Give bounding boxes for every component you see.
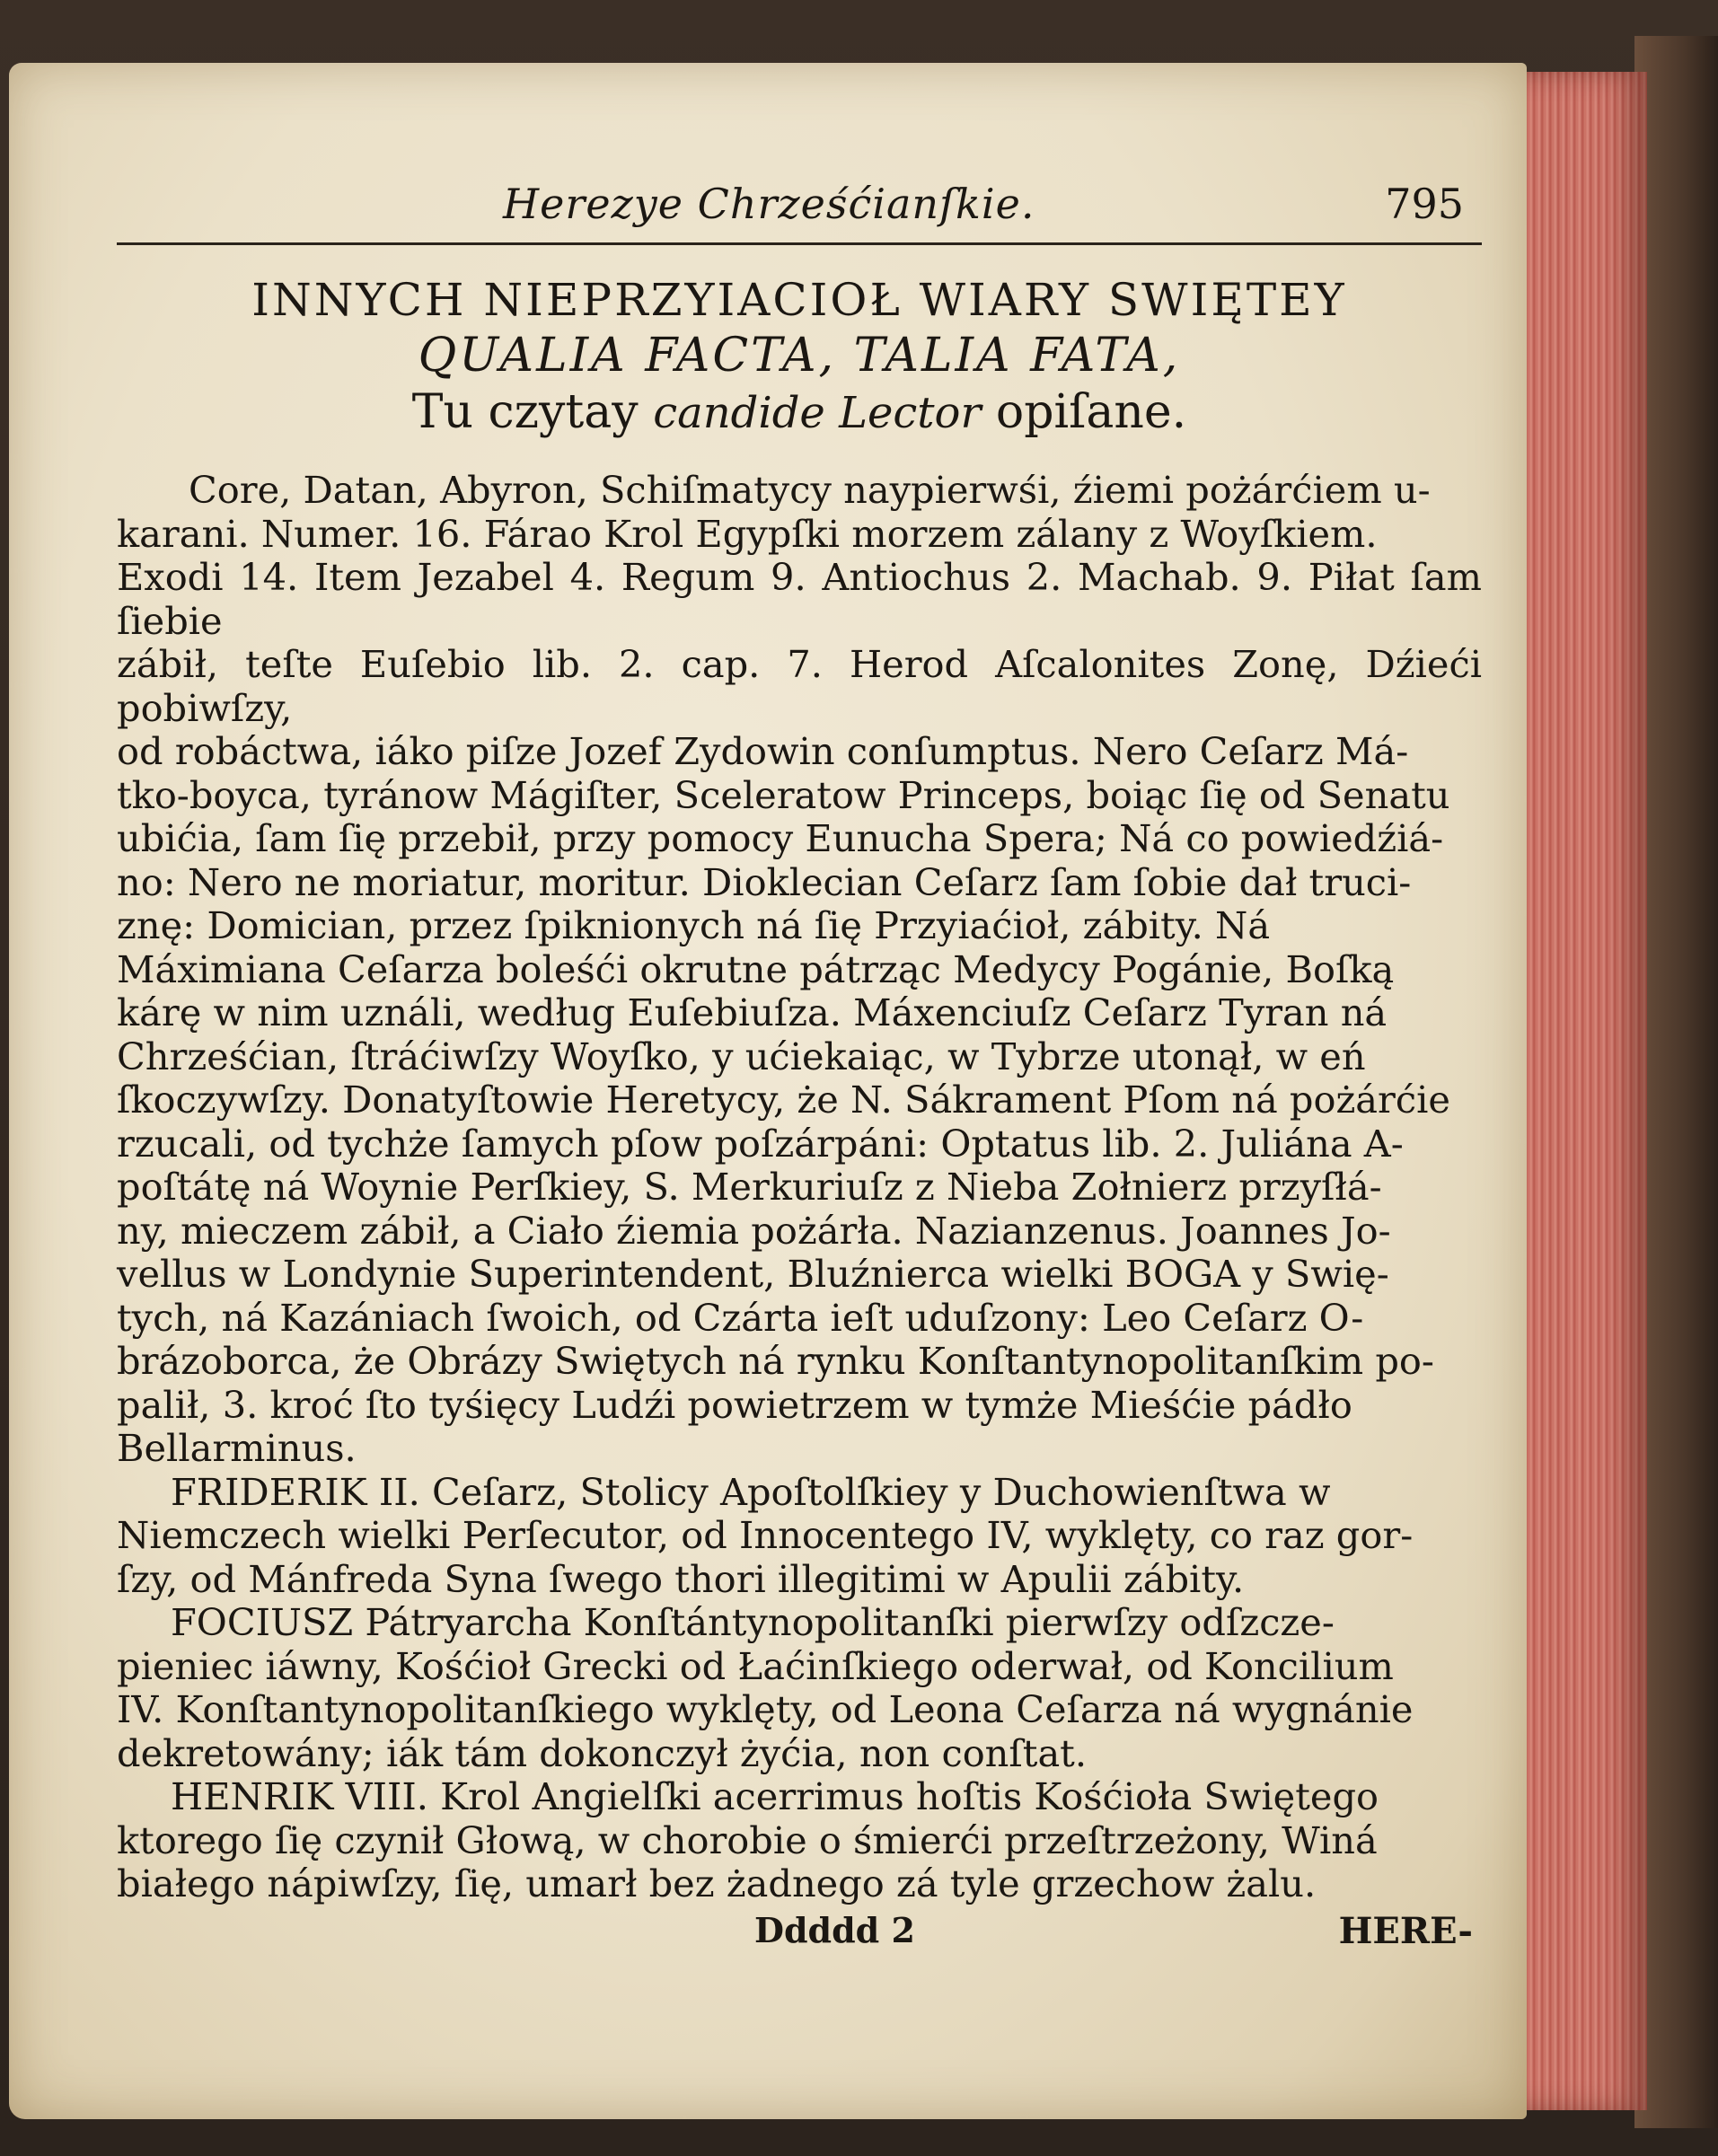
running-head <box>117 180 1482 245</box>
running-title: Herezye Chrześćianſkie. <box>503 180 1035 228</box>
heading-line-3 <box>117 383 1482 442</box>
page-footer <box>117 1910 1482 1955</box>
heading-line-2: QUALIA FACTA, TALIA FATA, <box>418 329 1181 383</box>
heading-line-3-c: opiſane. <box>981 385 1187 439</box>
catchword: HERE- <box>1338 1909 1473 1952</box>
paragraph: FRIDERIK II. Ceſarz, Stolicy Apoſtolſkiey y Duchowienſtwa w Niemczech wielki Perſecutor, od Innocentego IV, wyklęty, co raz gor- ſzy, od Mánfreda Syna ſwego thori illegitimi w Apulii zábity. <box>117 1469 1414 1601</box>
heading-line-3-italic: candide Lector <box>653 388 982 438</box>
page-edges <box>1509 72 1647 2110</box>
heading-line-3-a: Tu czytay <box>411 385 654 439</box>
page-number: 795 <box>1385 180 1464 228</box>
paragraph: FOCIUSZ Pátryarcha Konſtántynopolitanſki pierwſzy odſzcze- pieniec iáwny, Kośćioł Grecki od Łaćinſkiego oderwał, od Koncilium IV. Konſtantynopolitanſkiego wyklęty, od Leona Ceſarza ná wygnánie dekretowány; iák tám dokonczył żyćia, non conſtat. <box>117 1600 1414 1775</box>
signature-mark: Ddddd 2 <box>754 1909 915 1950</box>
page-text <box>117 180 1482 1955</box>
heading-line-1: INNYCH NIEPRZYIACIOŁ WIARY SWIĘTEY <box>251 274 1347 326</box>
paragraph: Core, Datan, Abyron, Schiſmatycy naypierwśi, źiemi pożárćiem u- karani. Numer. 16. Fárao Krol Egypſki morzem zálany z Woyſkiem. Exodi 14. Item Jezabel 4. Regum 9. Antiochus 2. Machab. 9. Piłat ſam ſiebie zábił, teſte Euſebio lib. 2. cap. 7. Herod Aſcalonites Zonę, Dźieći pobiwſzy, od robáctwa, iáko piſze Jozef Zydowin conſumptus. Nero Ceſarz Má- tko-boyca, tyránow Mágiſter, Sceleratow Princeps, boiąc ſię od Senatu ubićia, ſam ſię przebił, przy pomocy Eunucha Spera; Ná co powiedźiá- no: Nero ne moriatur, moritur. Dioklecian Ceſarz ſam ſobie dał truci- znę: Domician, przez ſpiknionych ná ſię Przyiaćioł, zábity. Ná Máximiana Ceſarza boleśći okrutne pátrząc Medycy Pogánie, Boſką kárę w nim uználi, według Euſebiuſza. Máxenciuſz Ceſarz Tyran ná Chrześćian, ſtráćiwſzy Woyſko, y ućiekaiąc, w Tybrze utonął, w eń ſkoczywſzy. Donatyſtowie Heretycy, że N. Sákrament Pſom ná pożárćie rzucali, od tychże ſamych pſow poſzárpáni: Optatus lib. 2. Juliána A- poſtátę ná Woynie Perſkiey, S. Merkuriuſz z Nieba Zołnierz przyſłá- ny, mieczem zábił, a Ciało źiemia pożárła. Nazianzenus. Joannes Jo- vellus w Londynie Superintendent, Bluźnierca wielki BOGA y Swię- tych, ná Kazániach ſwoich, od Czárta ieſt uduſzony: Leo Ceſarz O- brázoborca, że Obrázy Swiętych ná rynku Konſtantynopolitanſkim po- palił, 3. kroć ſto tyśięcy Ludźi powietrzem w tymże Mieśćie pádło Bellarminus. <box>117 468 1482 1470</box>
paragraph: HENRIK VIII. Krol Angielſki acerrimus hoſtis Kośćioła Swiętego ktorego ſię czynił Głową, w chorobie o śmierći przeſtrzeżony, Winá białego nápiwſzy, ſię, umarł bez żadnego zá tyle grzechow żalu. <box>117 1774 1379 1905</box>
